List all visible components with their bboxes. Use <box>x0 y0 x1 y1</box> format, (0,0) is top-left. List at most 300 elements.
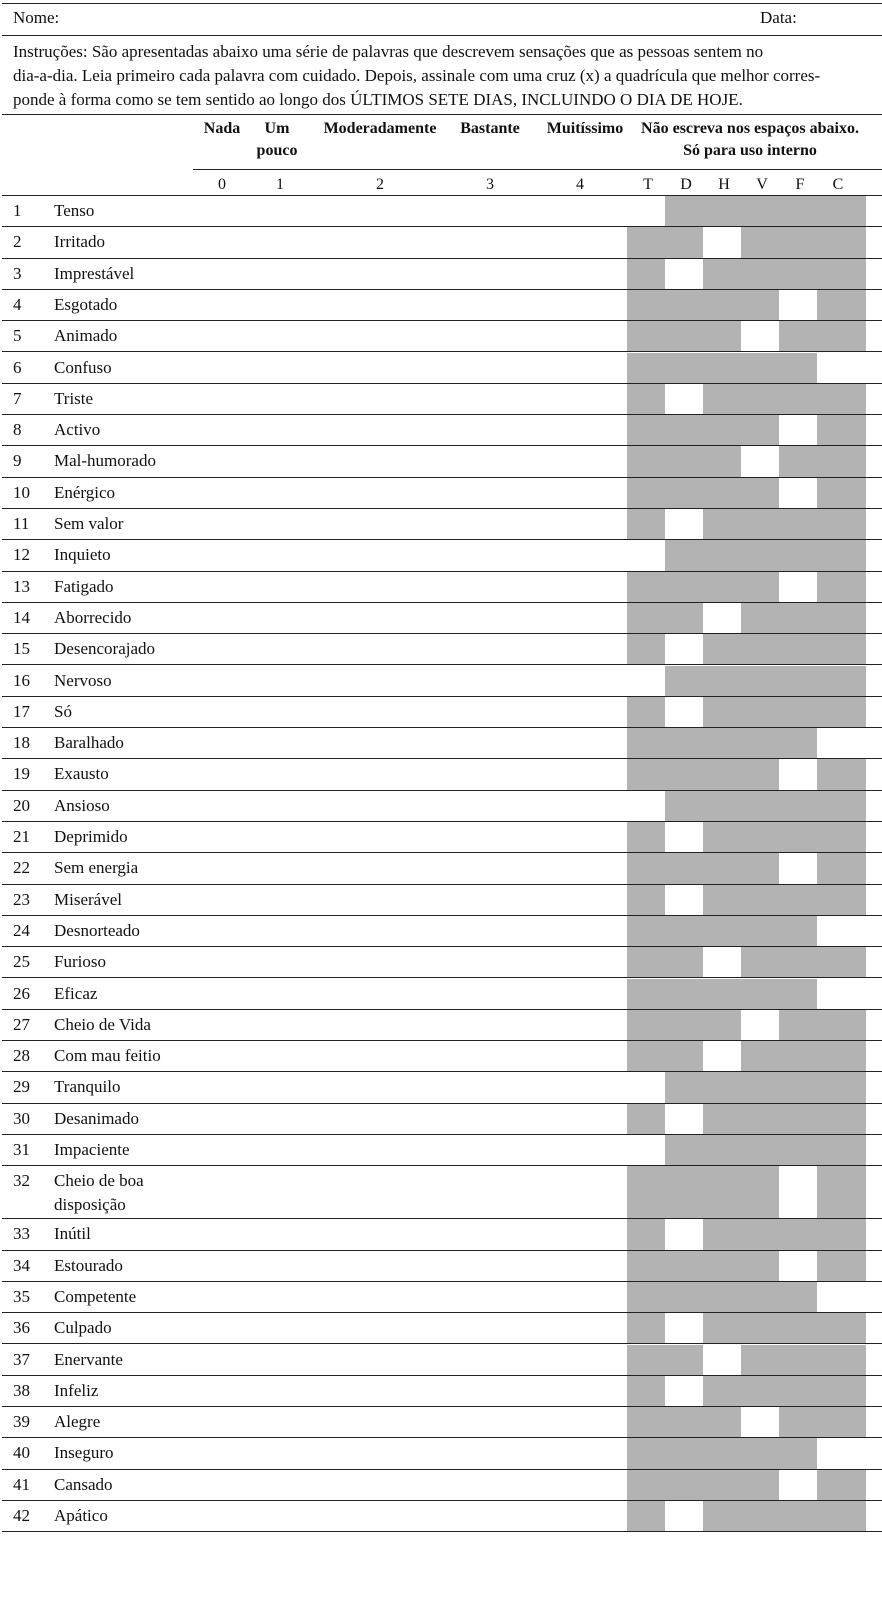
internal-code-cell <box>741 666 779 696</box>
table-row <box>2 227 882 258</box>
table-row <box>2 1376 882 1407</box>
item-number: 17 <box>13 701 30 721</box>
table-row <box>2 353 882 384</box>
internal-code-cell <box>779 1345 817 1375</box>
internal-code-cell <box>741 885 779 915</box>
internal-code-cell <box>817 853 866 883</box>
table-row <box>2 1501 882 1532</box>
table-row <box>2 791 882 822</box>
internal-code-cell <box>703 1010 741 1040</box>
internal-code-cell <box>665 759 703 789</box>
internal-code-cell <box>817 697 866 727</box>
item-word: Irritado <box>54 232 105 252</box>
internal-code-cell <box>627 540 665 570</box>
internal-code-cell <box>741 822 779 852</box>
internal-code-cell <box>817 1470 866 1500</box>
internal-code-cell <box>779 509 817 539</box>
internal-code-cell <box>817 1072 866 1102</box>
internal-code-cell <box>665 1313 703 1343</box>
internal-code-cell <box>703 509 741 539</box>
internal-code-cell <box>741 697 779 727</box>
internal-code-cell <box>665 947 703 977</box>
internal-code-cell <box>779 540 817 570</box>
internal-code-cell <box>817 1282 866 1312</box>
item-word: Miserável <box>54 889 122 909</box>
table-row <box>2 1219 882 1250</box>
internal-code-cell <box>817 1313 866 1343</box>
item-word: Inquieto <box>54 545 111 565</box>
internal-code-cell <box>703 321 741 351</box>
internal-code-cell <box>703 1219 741 1249</box>
table-row <box>2 446 882 477</box>
internal-code-cell <box>627 196 665 226</box>
internal-code-cell <box>741 947 779 977</box>
internal-code-cell <box>779 290 817 320</box>
item-number: 25 <box>13 952 30 972</box>
item-number: 12 <box>13 545 30 565</box>
item-word: Estourado <box>54 1255 123 1275</box>
internal-code-cell <box>665 853 703 883</box>
internal-code-cell <box>703 227 741 257</box>
item-number: 1 <box>13 201 22 220</box>
internal-code-cell <box>627 853 665 883</box>
internal-code-cell <box>741 259 779 289</box>
item-number: 39 <box>13 1412 30 1432</box>
internal-code-cell <box>779 1072 817 1102</box>
table-row <box>2 1470 882 1501</box>
item-number: 18 <box>13 733 30 753</box>
item-number: 3 <box>13 263 22 283</box>
internal-code-cell <box>779 759 817 789</box>
table-row <box>2 196 882 227</box>
internal-code-cell <box>741 1135 779 1165</box>
internal-code-cell <box>779 1104 817 1134</box>
internal-code-cell <box>627 1104 665 1134</box>
row-rule <box>2 1531 882 1532</box>
internal-code-cell <box>741 1166 779 1218</box>
internal-code-cell <box>779 227 817 257</box>
internal-code-cell <box>665 979 703 1009</box>
internal-code-cell <box>741 353 779 383</box>
internal-code-cell <box>817 1407 866 1437</box>
internal-code-cell <box>627 666 665 696</box>
instructions-line: dia-a-dia. Leia primeiro cada palavra com cuidado. Depois, assinale com uma cruz (x) a quadrícula que melhor corres- <box>13 66 821 85</box>
item-number: 42 <box>13 1506 30 1525</box>
internal-code-cell <box>817 759 866 789</box>
table-row <box>2 759 882 790</box>
internal-code-cell <box>703 791 741 821</box>
internal-code-cell <box>703 1345 741 1375</box>
table-row <box>2 540 882 571</box>
date-label: Data: <box>760 8 797 27</box>
internal-code-cell <box>741 791 779 821</box>
internal-code-cell <box>703 1407 741 1437</box>
internal-code-cell <box>703 947 741 977</box>
internal-code-cell <box>665 1104 703 1134</box>
internal-code-cell <box>779 1282 817 1312</box>
item-word: Deprimido <box>54 827 128 846</box>
internal-code-cell <box>817 321 866 351</box>
item-number: 23 <box>13 889 30 909</box>
table-row <box>2 415 882 446</box>
item-word: Enervante <box>54 1349 123 1369</box>
internal-code-cell <box>665 603 703 633</box>
internal-code-cell <box>779 321 817 351</box>
table-row <box>2 916 882 947</box>
code-head-v: V <box>756 176 768 193</box>
internal-code-cell <box>627 321 665 351</box>
internal-code-cell <box>665 822 703 852</box>
scale-label-muitissimo: Muitíssimo <box>546 120 624 137</box>
internal-code-cell <box>703 1470 741 1500</box>
internal-code-cell <box>817 947 866 977</box>
internal-code-cell <box>779 384 817 414</box>
internal-code-cell <box>817 1010 866 1040</box>
item-number: 22 <box>13 858 30 878</box>
internal-code-cell <box>817 1166 866 1218</box>
internal-code-cell <box>627 1010 665 1040</box>
internal-code-cell <box>627 697 665 727</box>
internal-code-cell <box>627 1407 665 1437</box>
internal-code-cell <box>779 1251 817 1281</box>
internal-code-cell <box>627 572 665 602</box>
internal-code-cell <box>741 196 779 226</box>
internal-code-cell <box>779 634 817 664</box>
table-row <box>2 290 882 321</box>
item-number: 13 <box>13 576 30 596</box>
internal-code-cell <box>627 1313 665 1343</box>
internal-code-cell <box>665 572 703 602</box>
item-number: 32 <box>13 1171 30 1191</box>
internal-code-cell <box>741 728 779 758</box>
internal-code-cell <box>627 916 665 946</box>
internal-code-cell <box>665 1041 703 1071</box>
internal-code-cell <box>741 916 779 946</box>
internal-code-cell <box>665 540 703 570</box>
item-word: Furioso <box>54 952 106 972</box>
internal-code-cell <box>779 1470 817 1500</box>
table-row <box>2 321 882 352</box>
internal-code-cell <box>627 259 665 289</box>
internal-code-cell <box>779 259 817 289</box>
internal-code-cell <box>703 1166 741 1218</box>
internal-code-cell <box>665 1166 703 1218</box>
internal-code-cell <box>741 1438 779 1468</box>
internal-code-cell <box>627 478 665 508</box>
item-number: 40 <box>13 1443 30 1463</box>
internal-code-cell <box>627 290 665 320</box>
internal-code-cell <box>817 1219 866 1249</box>
item-word: Exausto <box>54 764 109 784</box>
internal-code-cell <box>665 259 703 289</box>
table-row <box>2 1251 882 1282</box>
internal-code-cell <box>779 1041 817 1071</box>
table-row <box>2 603 882 634</box>
item-word: Enérgico <box>54 482 116 502</box>
item-word: Com mau feitio <box>54 1046 161 1066</box>
item-word: Culpado <box>54 1318 112 1338</box>
internal-code-cell <box>627 1501 665 1531</box>
item-number: 30 <box>13 1108 30 1128</box>
internal-code-cell <box>665 196 703 226</box>
internal-code-cell <box>703 759 741 789</box>
internal-code-cell <box>665 634 703 664</box>
internal-code-cell <box>665 415 703 445</box>
item-word: Triste <box>54 388 94 408</box>
internal-code-cell <box>779 603 817 633</box>
item-number: 20 <box>13 795 30 815</box>
scale-value-2: 2 <box>376 176 384 193</box>
internal-code-cell <box>627 1438 665 1468</box>
item-word: Alegre <box>54 1412 101 1432</box>
internal-code-cell <box>817 290 866 320</box>
internal-code-cell <box>779 1313 817 1343</box>
item-word: Cheio de Vida <box>54 1014 151 1034</box>
internal-code-cell <box>779 1407 817 1437</box>
internal-code-cell <box>817 1376 866 1406</box>
internal-code-cell <box>779 791 817 821</box>
internal-code-cell <box>779 885 817 915</box>
internal-code-cell <box>627 791 665 821</box>
internal-code-cell <box>779 1376 817 1406</box>
item-number: 8 <box>13 420 22 440</box>
internal-code-cell <box>703 634 741 664</box>
table-row <box>2 1166 882 1219</box>
internal-code-cell <box>817 634 866 664</box>
internal-code-cell <box>741 1104 779 1134</box>
internal-code-cell <box>703 666 741 696</box>
internal-code-cell <box>817 1041 866 1071</box>
internal-code-cell <box>665 728 703 758</box>
internal-code-cell <box>741 384 779 414</box>
internal-code-cell <box>665 697 703 727</box>
code-head-t: T <box>643 176 653 193</box>
internal-code-cell <box>627 1470 665 1500</box>
internal-code-cell <box>627 509 665 539</box>
internal-code-cell <box>665 384 703 414</box>
internal-code-cell <box>741 290 779 320</box>
internal-code-cell <box>665 290 703 320</box>
internal-code-cell <box>779 1438 817 1468</box>
table-row <box>2 634 882 665</box>
internal-code-cell <box>703 1501 741 1531</box>
table-row <box>2 853 882 884</box>
item-number: 27 <box>13 1014 30 1034</box>
instructions-line: Instruções: São apresentadas abaixo uma série de palavras que descrevem sensações que as pessoas sentem no <box>13 42 764 61</box>
internal-code-cell <box>741 1251 779 1281</box>
item-number: 41 <box>13 1474 30 1494</box>
internal-code-cell <box>665 1376 703 1406</box>
internal-code-cell <box>779 478 817 508</box>
internal-code-cell <box>817 1135 866 1165</box>
internal-code-cell <box>703 885 741 915</box>
header-rule <box>2 35 882 36</box>
internal-code-cell <box>817 666 866 696</box>
item-number: 6 <box>13 357 22 377</box>
item-word: Sem energia <box>54 858 139 878</box>
internal-code-cell <box>627 759 665 789</box>
internal-code-cell <box>627 1135 665 1165</box>
internal-code-cell <box>665 1438 703 1468</box>
internal-code-cell <box>817 509 866 539</box>
internal-code-cell <box>779 415 817 445</box>
internal-code-cell <box>779 947 817 977</box>
table-row <box>2 259 882 290</box>
internal-code-cell <box>703 1135 741 1165</box>
internal-code-cell <box>665 321 703 351</box>
table-row <box>2 1438 882 1469</box>
item-number: 5 <box>13 326 22 346</box>
internal-code-cell <box>817 384 866 414</box>
table-row <box>2 1010 882 1041</box>
item-number: 31 <box>13 1140 30 1159</box>
table-row <box>2 1407 882 1438</box>
internal-code-cell <box>741 509 779 539</box>
internal-code-cell <box>817 728 866 758</box>
internal-code-cell <box>741 1376 779 1406</box>
internal-code-cell <box>627 728 665 758</box>
instructions-line: ponde à forma como se tem sentido ao longo dos ÚLTIMOS SETE DIAS, INCLUINDO O DIA DE HOJE. <box>13 90 743 109</box>
internal-code-cell <box>665 1010 703 1040</box>
internal-code-cell <box>665 446 703 476</box>
internal-code-cell <box>703 196 741 226</box>
table-row <box>2 1041 882 1072</box>
internal-code-cell <box>703 603 741 633</box>
name-label: Nome: <box>13 8 60 27</box>
internal-code-cell <box>741 603 779 633</box>
internal-code-cell <box>779 1135 817 1165</box>
internal-code-cell <box>703 384 741 414</box>
table-row <box>2 885 882 916</box>
internal-code-cell <box>665 509 703 539</box>
item-word: Inútil <box>54 1224 91 1244</box>
item-word: Infeliz <box>54 1380 99 1400</box>
internal-code-cell <box>627 353 665 383</box>
item-word: Fatigado <box>54 576 114 596</box>
internal-code-cell <box>741 1407 779 1437</box>
internal-code-cell <box>817 353 866 383</box>
internal-code-cell <box>627 1166 665 1218</box>
internal-code-cell <box>779 1501 817 1531</box>
table-row <box>2 947 882 978</box>
internal-code-cell <box>665 1470 703 1500</box>
internal-code-cell <box>779 353 817 383</box>
item-number: 37 <box>13 1349 30 1369</box>
item-word: Activo <box>54 420 101 440</box>
internal-code-cell <box>817 227 866 257</box>
internal-code-cell <box>665 353 703 383</box>
table-row <box>2 728 882 759</box>
internal-code-cell <box>817 196 866 226</box>
scale-label-nada: Nada <box>203 120 241 137</box>
table-row <box>2 822 882 853</box>
item-word: Ansioso <box>54 795 110 815</box>
internal-code-cell <box>665 791 703 821</box>
scale-value-1: 1 <box>276 176 284 193</box>
internal-code-cell <box>741 853 779 883</box>
internal-code-cell <box>741 1345 779 1375</box>
item-word: Só <box>54 701 72 721</box>
internal-code-cell <box>703 697 741 727</box>
instructions-text <box>13 40 873 112</box>
item-number: 29 <box>13 1077 30 1097</box>
internal-code-cell <box>741 415 779 445</box>
internal-code-cell <box>665 916 703 946</box>
internal-code-cell <box>817 478 866 508</box>
internal-code-cell <box>665 1282 703 1312</box>
item-number: 36 <box>13 1318 30 1338</box>
internal-code-cell <box>627 227 665 257</box>
item-number: 2 <box>13 232 22 252</box>
internal-code-cell <box>817 446 866 476</box>
table-row <box>2 384 882 415</box>
internal-code-cell <box>779 572 817 602</box>
internal-code-cell <box>703 822 741 852</box>
internal-code-cell <box>703 728 741 758</box>
item-word: Desencorajado <box>54 639 156 659</box>
internal-code-cell <box>665 885 703 915</box>
item-word: Aborrecido <box>54 607 132 627</box>
internal-code-cell <box>703 1251 741 1281</box>
item-number: 11 <box>13 514 30 533</box>
internal-code-cell <box>741 1313 779 1343</box>
scale-value-3: 3 <box>486 176 494 193</box>
internal-code-cell <box>627 1251 665 1281</box>
internal-code-cell <box>665 666 703 696</box>
internal-code-cell <box>817 1104 866 1134</box>
table-row <box>2 478 882 509</box>
internal-code-cell <box>627 1282 665 1312</box>
internal-code-cell <box>779 916 817 946</box>
internal-code-cell <box>665 1219 703 1249</box>
scale-label-moderadamente: Moderadamente <box>323 120 437 137</box>
table-row <box>2 979 882 1010</box>
item-word: Impaciente <box>54 1140 130 1159</box>
top-rule <box>2 3 882 4</box>
code-head-c: C <box>832 176 844 193</box>
internal-code-cell <box>665 227 703 257</box>
internal-code-cell <box>665 1251 703 1281</box>
internal-code-cell <box>779 666 817 696</box>
item-word: Esgotado <box>54 294 118 314</box>
instructions-rule <box>2 114 882 115</box>
internal-code-cell <box>741 1219 779 1249</box>
table-row <box>2 1135 882 1166</box>
table-row <box>2 1072 882 1103</box>
internal-code-cell <box>741 634 779 664</box>
internal-code-cell <box>627 1345 665 1375</box>
internal-code-cell <box>741 227 779 257</box>
item-number: 38 <box>13 1380 30 1400</box>
item-number: 21 <box>13 827 30 846</box>
scale-value-4: 4 <box>576 176 584 193</box>
internal-code-cell <box>779 196 817 226</box>
internal-code-cell <box>741 1041 779 1071</box>
internal-code-cell <box>817 1501 866 1531</box>
internal-code-cell <box>817 415 866 445</box>
internal-code-cell <box>703 916 741 946</box>
internal-code-cell <box>703 353 741 383</box>
item-word: Apático <box>54 1506 108 1525</box>
item-word: Confuso <box>54 357 112 377</box>
internal-code-cell <box>741 1282 779 1312</box>
internal-code-cell <box>741 1470 779 1500</box>
internal-code-cell <box>817 822 866 852</box>
table-row <box>2 1282 882 1313</box>
internal-code-cell <box>741 540 779 570</box>
internal-code-cell <box>627 603 665 633</box>
internal-code-cell <box>779 853 817 883</box>
